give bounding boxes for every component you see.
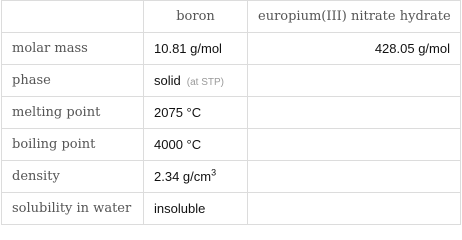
table-row [2, 97, 461, 129]
row-label-molar-mass: molar mass [2, 33, 144, 65]
boron-phase: solid [154, 73, 181, 88]
table-row [2, 65, 461, 97]
boron-density: 2.34 g/cm [154, 169, 212, 184]
row-label-boiling-point: boiling point [2, 129, 144, 161]
table-row [2, 33, 461, 65]
europium-boiling-point [248, 129, 461, 161]
header-europium-nitrate-hydrate: europium(III) nitrate hydrate [248, 1, 461, 33]
table-row [2, 129, 461, 161]
comparison-table [1, 0, 461, 225]
boron-molar-mass: 10.81 g/mol [144, 33, 248, 65]
row-label-density: density [2, 161, 144, 193]
header-empty-cell [2, 1, 144, 33]
europium-molar-mass: 428.05 g/mol [248, 33, 461, 65]
boron-density-cell [144, 161, 248, 193]
comparison-table-container [1, 0, 461, 225]
boron-boiling-point: 4000 °C [144, 129, 248, 161]
phase-condition-note: (at STP) [186, 77, 224, 88]
boron-phase-cell [144, 65, 248, 97]
europium-solubility [248, 193, 461, 225]
europium-melting-point [248, 97, 461, 129]
row-label-solubility: solubility in water [2, 193, 144, 225]
row-label-melting-point: melting point [2, 97, 144, 129]
table-row [2, 193, 461, 225]
europium-phase [248, 65, 461, 97]
europium-density [248, 161, 461, 193]
boron-solubility: insoluble [144, 193, 248, 225]
header-boron: boron [144, 1, 248, 33]
header-row [2, 1, 461, 33]
table-row [2, 161, 461, 193]
density-unit-exponent: 3 [211, 167, 217, 178]
boron-melting-point: 2075 °C [144, 97, 248, 129]
row-label-phase: phase [2, 65, 144, 97]
